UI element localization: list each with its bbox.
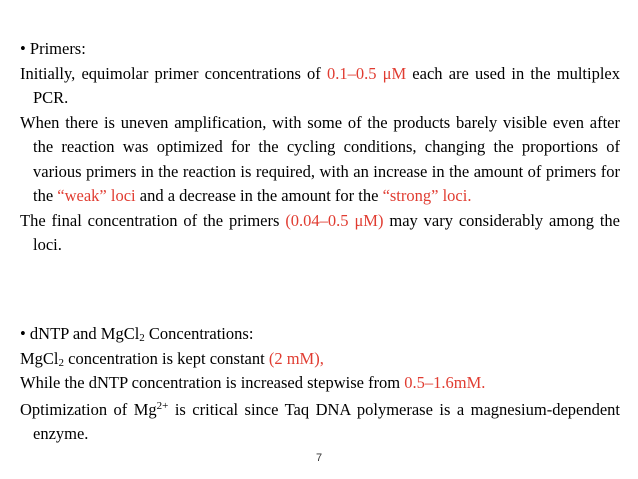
text-run: and a decrease in the amount for the bbox=[135, 186, 383, 205]
highlight-primer-concentration: 0.1–0.5 μM bbox=[326, 63, 407, 83]
text-run: While the dNTP concentration is increased stepwise from bbox=[20, 373, 405, 392]
primers-paragraph-2 bbox=[20, 111, 620, 209]
subscript: 2 bbox=[58, 356, 65, 369]
dntp-paragraph bbox=[20, 371, 620, 396]
primers-paragraph-1 bbox=[20, 62, 620, 111]
mgcl2-paragraph bbox=[20, 347, 620, 372]
primers-heading bbox=[20, 37, 620, 62]
highlight-mgcl2-concentration: (2 mM), bbox=[268, 348, 324, 368]
highlight-weak-loci: “weak” loci bbox=[57, 186, 136, 205]
text-run: Initially, equimolar primer concentrations of bbox=[20, 63, 327, 83]
primers-section bbox=[20, 37, 620, 258]
text-run: concentration is kept constant bbox=[64, 348, 269, 368]
text-run: MgCl bbox=[20, 348, 59, 368]
text-run: The final concentration of the primers bbox=[20, 210, 286, 230]
dntp-mgcl2-section bbox=[20, 322, 620, 447]
text-run: Concentrations: bbox=[144, 324, 254, 343]
subscript: 2 bbox=[139, 332, 145, 344]
mg-optimization-paragraph bbox=[20, 398, 620, 447]
highlight-strong-loci: “strong” loci. bbox=[382, 186, 472, 205]
dntp-heading bbox=[20, 322, 620, 347]
text-run: When there is uneven amplification, with some of the products barely visible even after the reaction was optimized for the cycling conditions, changing the proportions of various primers in the reaction is required, with an increase in the amount of primers for the bbox=[20, 112, 620, 205]
primers-heading-text: • Primers: bbox=[20, 39, 86, 58]
text-run: Optimization of Mg bbox=[20, 399, 157, 419]
text-run: each are used in the multiplex PCR. bbox=[33, 63, 620, 107]
superscript: 2+ bbox=[156, 399, 169, 412]
highlight-final-concentration: (0.04–0.5 μM) bbox=[285, 210, 384, 230]
text-run: • dNTP and MgCl bbox=[20, 324, 140, 343]
primers-paragraph-3 bbox=[20, 209, 620, 258]
text-run: is critical since Taq DNA polymerase is a magnesium-dependent enzyme. bbox=[33, 399, 620, 443]
text-run: may vary considerably among the loci. bbox=[33, 210, 620, 254]
highlight-dntp-range: 0.5–1.6mM. bbox=[404, 373, 486, 392]
page-number: 7 bbox=[315, 452, 323, 464]
